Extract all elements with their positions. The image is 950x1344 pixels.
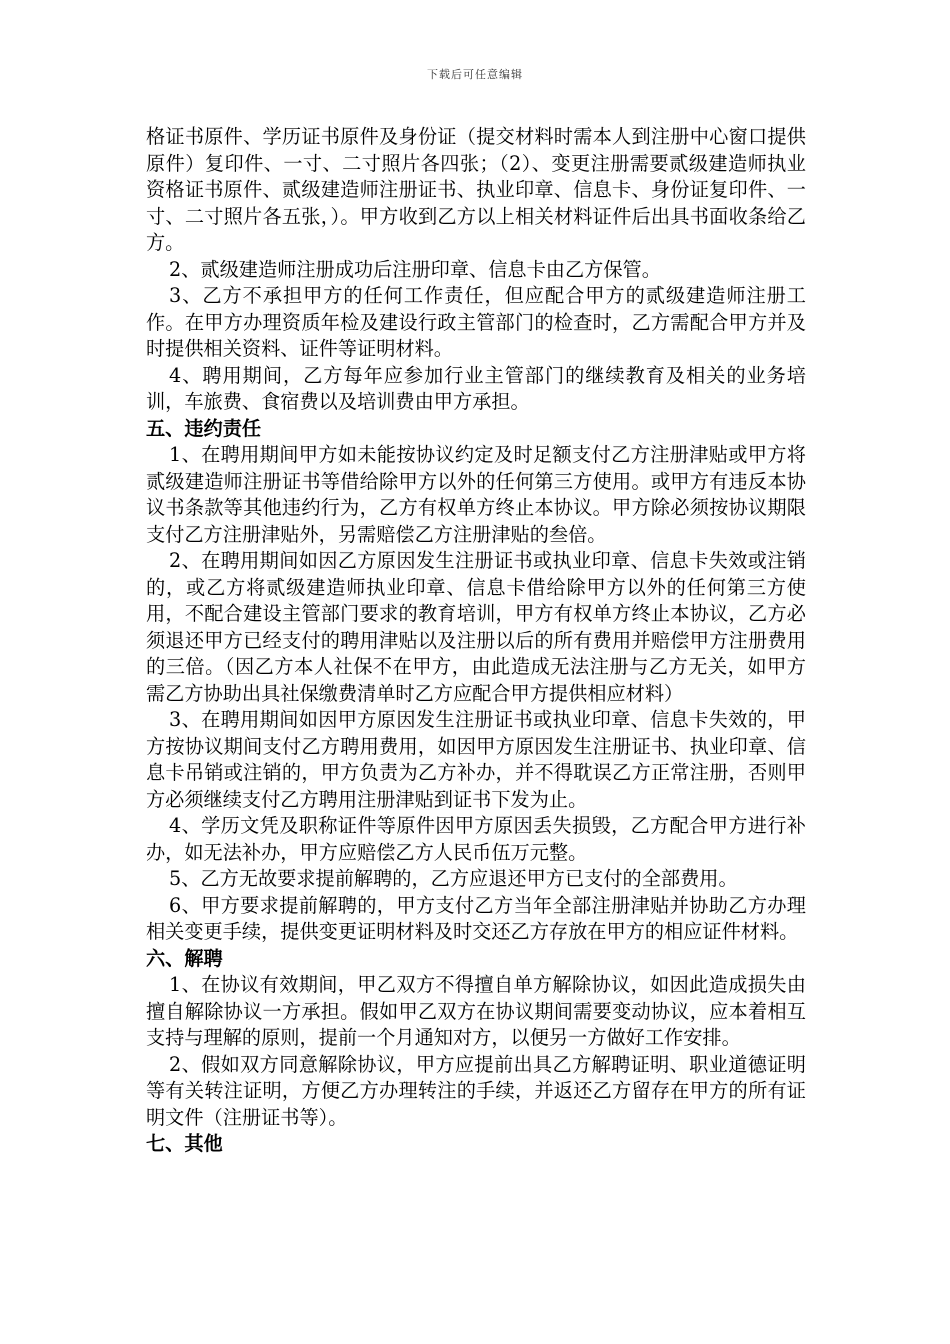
paragraph-6-2: 2、假如双方同意解除协议，甲方应提前出具乙方解聘证明、职业道德证明等有关转注证明，方便乙方办理转注的手续，并返还乙方留存在甲方的所有证明文件（注册证书等）。 — [146, 1052, 806, 1129]
paragraph-5-1: 1、在聘用期间甲方如未能按协议约定及时足额支付乙方注册津贴或甲方将贰级建造师注册证书等借给除甲方以外的任何第三方使用。或甲方有违反本协议书条款等其他违约行为，乙方有权单方终止本协议。甲方除必须按协议期限支付乙方注册津贴外，另需赔偿乙方注册津贴的叁倍。 — [146, 443, 806, 546]
paragraph-continuation: 格证书原件、学历证书原件及身份证（提交材料时需本人到注册中心窗口提供原件）复印件、一寸、二寸照片各四张；（2）、变更注册需要贰级建造师执业资格证书原件、贰级建造师注册证书、执业印章、信息卡、身份证复印件、一寸、二寸照片各五张，）。甲方收到乙方以上相关材料证件后出具书面收条给乙方。 — [146, 125, 806, 254]
paragraph-5-6: 6、甲方要求提前解聘的，甲方支付乙方当年全部注册津贴并协助乙方办理相关变更手续，提供变更证明材料及时交还乙方存放在甲方的相应证件材料。 — [146, 893, 806, 943]
paragraph-5-4: 4、学历文凭及职称证件等原件因甲方原因丢失损毁，乙方配合甲方进行补办，如无法补办，甲方应赔偿乙方人民币伍万元整。 — [146, 814, 806, 864]
document-body — [146, 124, 806, 1158]
paragraph-4-2: 2、贰级建造师注册成功后注册印章、信息卡由乙方保管。 — [169, 257, 661, 281]
paragraph-5-3: 3、在聘用期间如因甲方原因发生注册证书或执业印章、信息卡失效的，甲方按协议期间支付乙方聘用费用，如因甲方原因发生注册证书、执业印章、信息卡吊销或注销的，甲方负责为乙方补办，并不得耽误乙方正常注册，否则甲方必须继续支付乙方聘用注册津贴到证书下发为止。 — [146, 708, 806, 811]
running-header: 下载后可任意编辑 — [427, 68, 523, 81]
paragraph-6-1: 1、在协议有效期间，甲乙双方不得擅自单方解除协议，如因此造成损失由擅自解除协议一方承担。假如甲乙双方在协议期间需要变动协议，应本着相互支持与理解的原则，提前一个月通知对方，以便另一方做好工作安排。 — [146, 973, 806, 1049]
section-heading-other: 七、其他 — [146, 1132, 223, 1155]
section-heading-breach: 五、违约责任 — [146, 416, 262, 440]
paragraph-4-3: 3、乙方不承担甲方的任何工作责任，但应配合甲方的贰级建造师注册工作。在甲方办理资质年检及建设行政主管部门的检查时，乙方需配合甲方并及时提供相关资料、证件等证明材料。 — [146, 284, 806, 360]
paragraph-4-4: 4、聘用期间，乙方每年应参加行业主管部门的继续教育及相关的业务培训，车旅费、食宿费以及培训费由甲方承担。 — [146, 363, 806, 413]
paragraph-5-2: 2、在聘用期间如因乙方原因发生注册证书或执业印章、信息卡失效或注销的，或乙方将贰级建造师执业印章、信息卡借给除甲方以外的任何第三方使用，不配合建设主管部门要求的教育培训，甲方有权单方终止本协议，乙方必须退还甲方已经支付的聘用津贴以及注册以后的所有费用并赔偿甲方注册费用的三倍。（因乙方本人社保不在甲方，由此造成无法注册与乙方无关，如甲方需乙方协助出具社保缴费清单时乙方应配合甲方提供相应材料） — [146, 549, 806, 705]
section-heading-dismissal: 六、解聘 — [146, 946, 223, 970]
paragraph-5-5: 5、乙方无故要求提前解聘的，乙方应退还甲方已支付的全部费用。 — [169, 867, 738, 890]
